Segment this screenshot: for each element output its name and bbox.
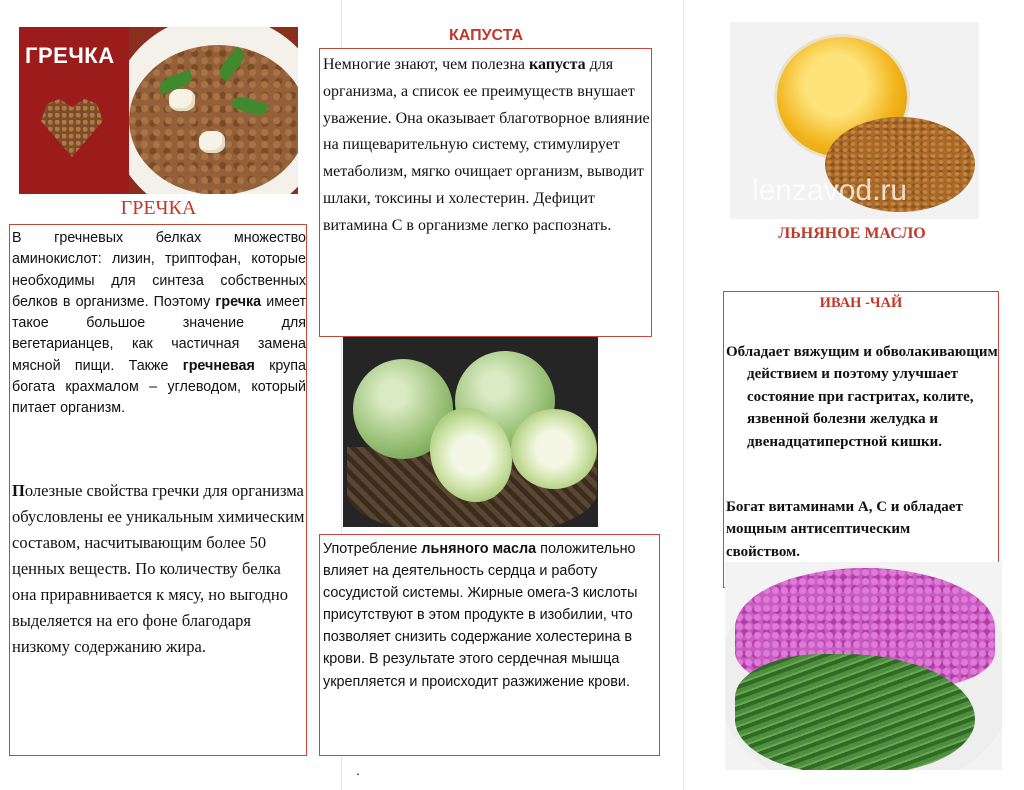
buckwheat-text-box — [9, 224, 307, 756]
flax-oil-title: ЛЬНЯНОЕ МАСЛО — [778, 225, 926, 242]
cabbage-image — [343, 337, 598, 527]
cabbage-paragraph: Немногие знают, чем полезна капуста для организма, а список ее преимуществ внушает уважение. Она оказывает благотворное влияние на пищеварительную систему, стимулирует метаболизм, мягко очищает организм, выводит шлаки, токсины и холестерин. Дефицит витамина С в организме легко распознать. — [323, 56, 650, 234]
oil-paragraph: Употребление льняного масла положительно влияет на деятельность сердца и работу сосудистой системы. Жирные омега-3 кислоты присутствуют в этом продукте в изобилии, что позволяет снизить содержание холестерина в крови. В результате этого сердечная мышца укрепляется и происходит разжижение крови. — [323, 541, 638, 690]
flax-oil-image — [730, 22, 979, 219]
buckwheat-image — [19, 27, 298, 194]
image-watermark: lenzavod.ru — [752, 174, 908, 207]
ivan-tea-paragraph-2: Богат витаминами А, С и обладает мощным антисептическим свойством. — [726, 499, 963, 560]
cabbage-title: КАПУСТА — [448, 27, 524, 44]
fireweed-image — [725, 562, 1002, 770]
buckwheat-title: ГРЕЧКА — [120, 197, 197, 219]
buckwheat-paragraph-1: В гречневых белках множество аминокислот: лизин, триптофан, которые необходимы для синтеза собственных белков в организме. Поэтому гречка имеет такое большое значение для вегетарианцев, как частичная замена мясной пищи. Также гречневая крупа богата крахмалом – углеводом, который питает организм. — [12, 230, 307, 417]
ivan-tea-title: ИВАН -ЧАЙ — [819, 295, 903, 311]
ivan-tea-paragraph-1: Обладает вяжущим и обволакивающим действием и поэтому улучшает состояние при гастритах, колите, язвенной болезни желудка и двенадцатиперстной кишки. — [726, 344, 998, 450]
panel-fold-right — [683, 0, 684, 790]
buckwheat-paragraph-2: Полезные свойства гречки для организма обусловлены ее уникальным химическим составом, насчитывающим более 50 ценных веществ. По количеству белка она приравнивается к мясу, но выгодно выделяется на его фоне благодаря низкому содержанию жира. — [12, 481, 305, 656]
ivan-tea-text-box — [723, 291, 999, 588]
cabbage-text-box — [319, 48, 652, 337]
footer-dot: . — [356, 762, 360, 778]
oil-text-box — [319, 534, 660, 756]
buckwheat-image-label: ГРЕЧКА — [25, 43, 115, 68]
